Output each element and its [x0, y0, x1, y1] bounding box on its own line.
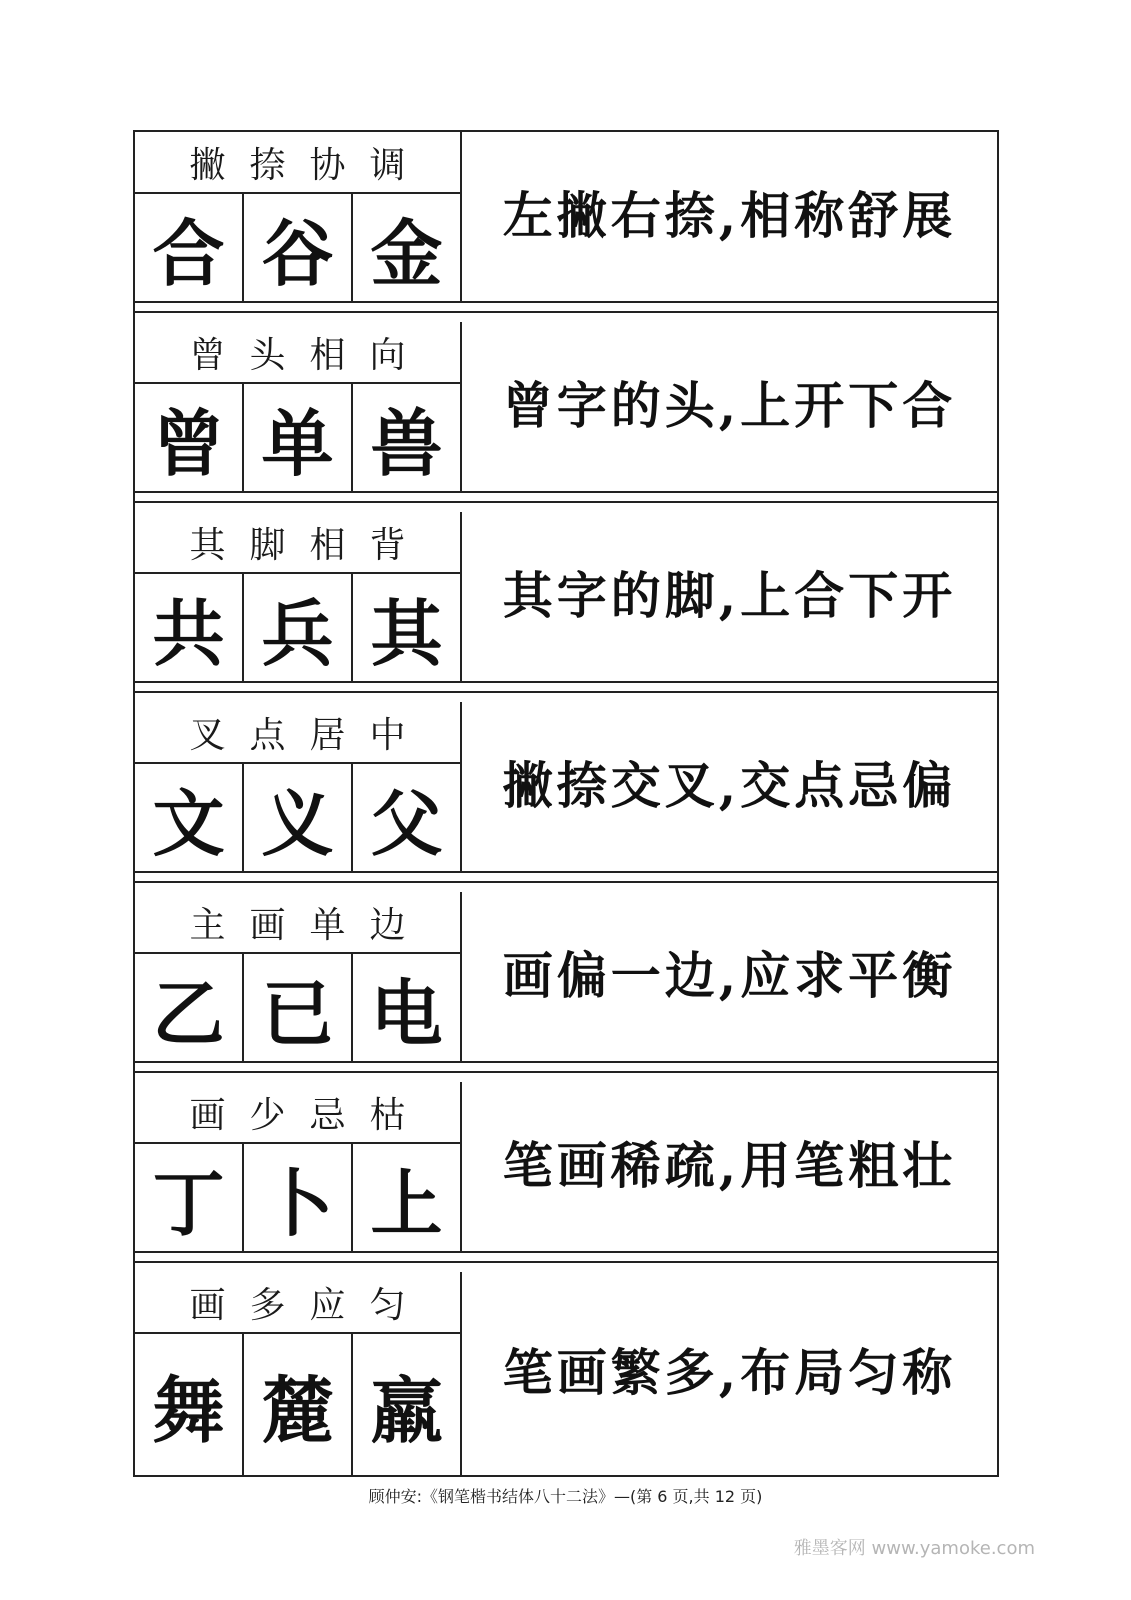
row-separator	[135, 1071, 997, 1073]
rule-row	[135, 322, 997, 493]
rule-description: 其字的脚,上合下开	[502, 565, 957, 625]
rule-row	[135, 1082, 997, 1253]
example-char: 父	[370, 780, 443, 866]
row-left-panel	[135, 132, 462, 301]
row-separator	[135, 691, 997, 693]
rule-description: 笔画稀疏,用笔粗壮	[502, 1135, 957, 1195]
rule-title: 其脚相背	[135, 512, 460, 574]
example-char: 丁	[135, 1144, 244, 1251]
example-chars	[135, 954, 460, 1061]
example-char: 上	[370, 1160, 443, 1246]
example-chars	[135, 1144, 460, 1251]
page-footer: 顾仲安:《钢笔楷书结体八十二法》—(第 6 页,共 12 页)	[368, 1487, 763, 1506]
example-char: 单	[244, 384, 353, 491]
row-separator	[135, 1261, 997, 1263]
rule-description: 曾字的头,上开下合	[502, 375, 957, 435]
rule-description: 笔画繁多,布局匀称	[502, 1342, 957, 1402]
example-char: 义	[244, 764, 353, 871]
row-separator	[135, 311, 997, 313]
example-chars	[135, 764, 460, 871]
row-separator	[135, 501, 997, 503]
row-left-panel	[135, 1082, 462, 1251]
row-left-panel	[135, 1272, 462, 1475]
example-char: 谷	[244, 194, 353, 301]
example-char: 兽	[370, 400, 443, 486]
example-char: 羸	[370, 1367, 443, 1453]
example-char: 其	[370, 590, 443, 676]
example-chars	[135, 194, 460, 301]
example-char: 已	[244, 954, 353, 1061]
example-chars	[135, 574, 460, 681]
rule-title: 画少忌枯	[135, 1082, 460, 1144]
row-separator	[135, 881, 997, 883]
example-chars	[135, 384, 460, 491]
rule-row	[135, 512, 997, 683]
example-char: 电	[370, 970, 443, 1056]
rule-title: 主画单边	[135, 892, 460, 954]
example-char: 乙	[135, 954, 244, 1061]
practice-sheet	[133, 130, 999, 1477]
rule-title: 曾头相向	[135, 322, 460, 384]
example-char: 文	[135, 764, 244, 871]
site-watermark: 雅墨客网 www.yamoke.com	[793, 1538, 1035, 1559]
rule-description: 画偏一边,应求平衡	[502, 945, 957, 1005]
rule-row	[135, 132, 997, 303]
example-char: 共	[135, 574, 244, 681]
rule-row	[135, 1272, 997, 1475]
rule-row	[135, 702, 997, 873]
example-char: 卜	[244, 1144, 353, 1251]
rule-row	[135, 892, 997, 1063]
row-left-panel	[135, 512, 462, 681]
rule-description: 左撇右捺,相称舒展	[502, 185, 957, 245]
example-char: 舞	[135, 1334, 244, 1475]
example-char: 麓	[244, 1334, 353, 1475]
rule-title: 画多应匀	[135, 1272, 460, 1334]
example-char: 兵	[244, 574, 353, 681]
rule-title: 撇捺协调	[135, 132, 460, 194]
row-left-panel	[135, 322, 462, 491]
example-char: 合	[135, 194, 244, 301]
example-char: 曾	[135, 384, 244, 491]
rule-description: 撇捺交叉,交点忌偏	[502, 755, 957, 815]
rule-title: 叉点居中	[135, 702, 460, 764]
row-left-panel	[135, 892, 462, 1061]
example-chars	[135, 1334, 460, 1475]
example-char: 金	[370, 210, 443, 296]
row-left-panel	[135, 702, 462, 871]
